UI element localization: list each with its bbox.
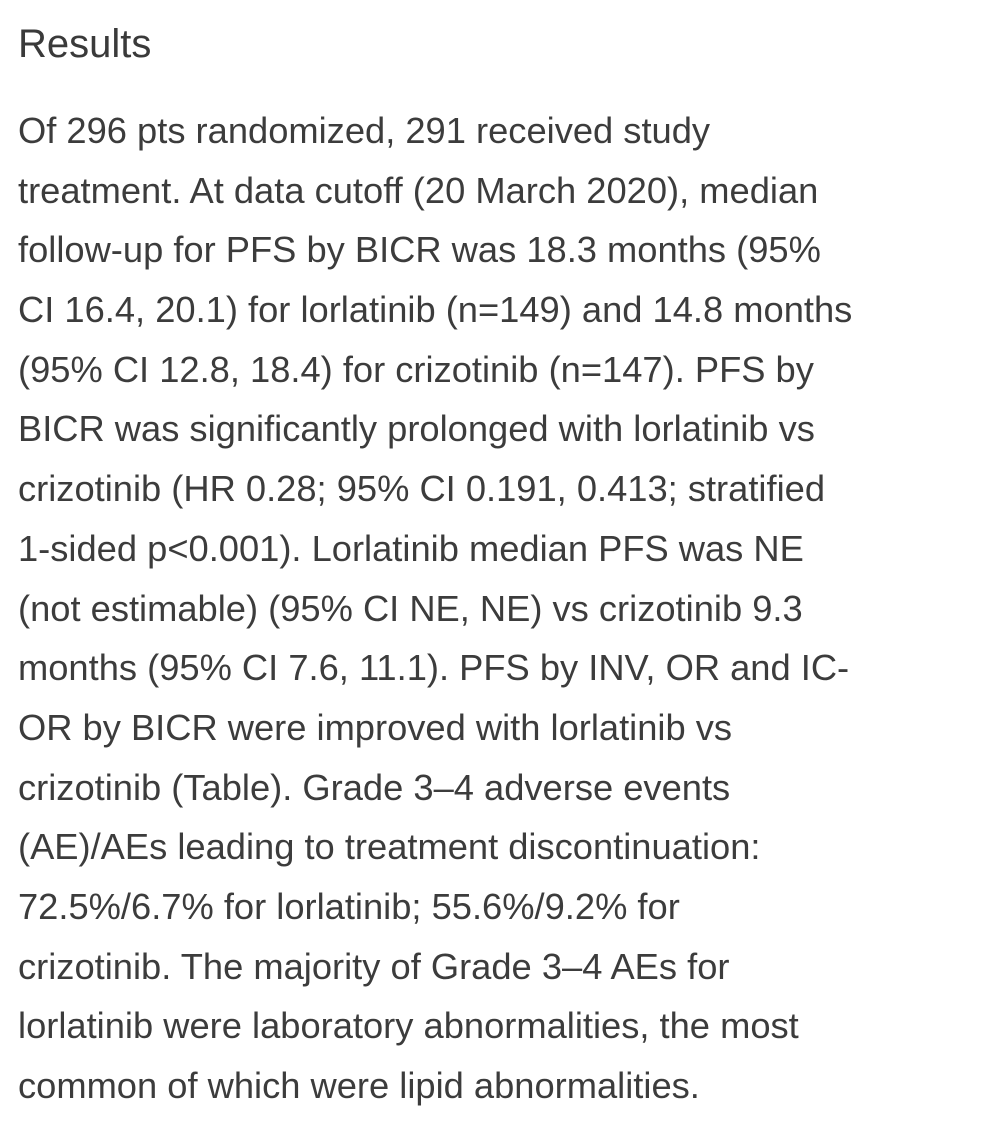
section-heading: Results [18,22,152,66]
text-line: BICR was significantly prolonged with lorlatinib vs [18,408,815,450]
text-line: crizotinib (HR 0.28; 95% CI 0.191, 0.413; stratified [18,468,826,510]
text-line: Of 296 pts randomized, 291 received study [18,110,711,151]
text-line: 72.5%/6.7% for lorlatinib; 55.6%/9.2% for [18,885,680,927]
text-line: common of which were lipid abnormalities. [18,1065,700,1106]
text-line: follow-up for PFS by BICR was 18.3 months (95% [18,229,821,271]
text-line: (not estimable) (95% CI NE, NE) vs crizotinib 9.3 [18,587,803,629]
text-line: lorlatinib were laboratory abnormalities, the most [18,1005,799,1047]
text-line: 1-sided p<0.001). Lorlatinib median PFS was NE [18,527,804,569]
text-line: crizotinib. The majority of Grade 3–4 AEs for [18,945,730,987]
results-paragraph [18,108,993,1123]
text-line: CI 16.4, 20.1) for lorlatinib (n=149) and 14.8 months [18,289,853,331]
text-line: treatment. At data cutoff (20 March 2020), median [18,169,819,211]
text-line: months (95% CI 7.6, 11.1). PFS by INV, OR and IC- [18,647,850,689]
text-line: OR by BICR were improved with lorlatinib vs [18,706,733,748]
text-line: (95% CI 12.8, 18.4) for crizotinib (n=147). PFS by [18,348,814,390]
text-line: crizotinib (Table). Grade 3–4 adverse events [18,766,731,808]
text-line: (AE)/AEs leading to treatment discontinuation: [18,826,761,868]
